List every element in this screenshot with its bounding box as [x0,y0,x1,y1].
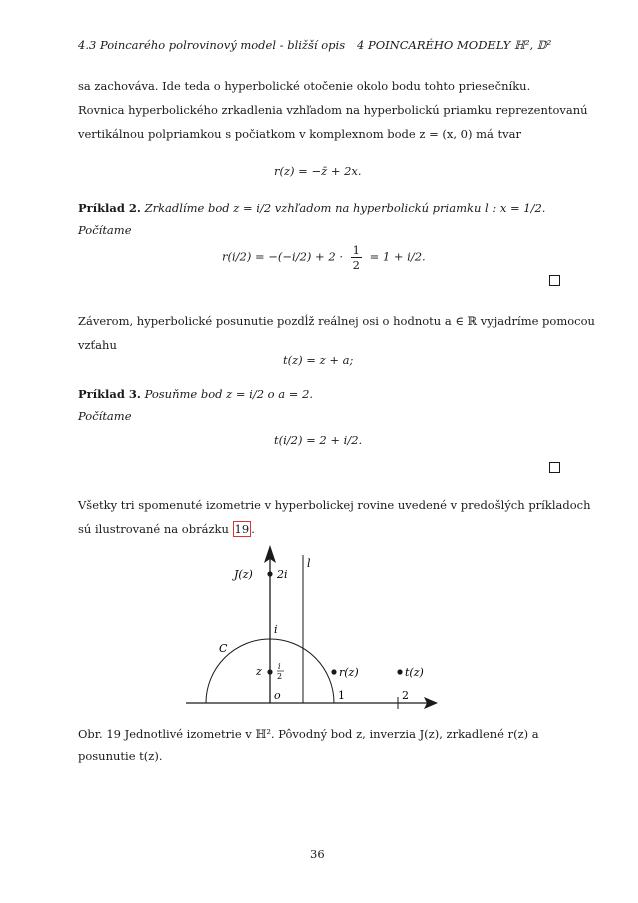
paragraph-2-line-1: Rovnica hyperbolického zrkadlenia vzhľadom na hyperbolickú priamku reprezentovanú [78,103,588,117]
label-i: i [274,623,278,636]
label-2i: 2i [277,568,288,581]
label-half-denominator: 2 [277,672,283,681]
point-tz [397,669,402,674]
fraction-numerator: 1 [352,243,360,257]
label-rz: r(z) [339,666,359,679]
example-3-text: Posuňme bod z = i/2 o a = 2. [144,387,314,401]
computation-label-2: Počítame [78,409,132,423]
paragraph-3-line-1: Záverom, hyperbolické posunutie pozdĺž reálnej osi o hodnotu a ∈ ℝ vyjadríme pomocou [78,314,595,328]
figure-caption-line-1: Obr. 19 Jednotlivé izometrie v ℍ². Pôvodný bod z, inverzia J(z), zrkadlené r(z) a [78,727,539,741]
label-1: 1 [338,689,345,702]
running-header-left: 4.3 Poincarého polrovinový model - bližší opis [78,38,346,52]
label-2: 2 [402,689,409,702]
label-Jz: J(z) [234,568,253,581]
label-origin: o [274,689,281,702]
computation-label-1: Počítame [78,223,132,237]
figure-caption-line-2: posunutie t(z). [78,749,163,763]
label-l: l [307,557,311,570]
fraction-denominator: 2 [352,258,360,272]
equation-2-lhs: r(i/2) = −(−i/2) + 2 · [222,249,343,264]
running-header-right: 4 POINCARÉHO MODELY ℍ², 𝔻² [357,38,552,52]
label-tz: t(z) [405,666,424,679]
paragraph-1: sa zachováva. Ide teda o hyperbolické otočenie okolo bodu tohto priesečníku. [78,79,531,93]
equation-translation: t(z) = z + a; [283,353,354,367]
label-half-numerator: i [278,662,281,671]
equation-2-rhs: = 1 + i/2. [369,249,426,264]
paragraph-4-text: sú ilustrované na obrázku [78,522,233,536]
page-number: 36 [310,847,325,861]
point-rz [331,669,336,674]
point-z [267,669,272,674]
paragraph-4-line-1: Všetky tri spomenuté izometrie v hyperbolickej rovine uvedené v predošlých príkladoch [78,498,591,512]
paragraph-2-line-2: vertikálnou polpriamkou s počiatkom v komplexnom bode z = (x, 0) má tvar [78,127,522,141]
example-2-text: Zrkadlíme bod z = i/2 vzhľadom na hyperbolickú priamku l : x = 1/2. [144,201,546,215]
equation-example-3: t(i/2) = 2 + i/2. [274,433,363,447]
label-C: C [219,642,228,655]
label-z: z [256,665,262,678]
point-Jz [267,571,272,576]
example-2-label: Príklad 2. [78,201,141,215]
paragraph-4-period: . [251,522,255,536]
equation-reflection: r(z) = −z̄ + 2x. [274,164,362,178]
paragraph-3-line-2: vzťahu [78,338,117,352]
figure-reference-link[interactable]: 19 [234,522,250,536]
example-3-label: Príklad 3. [78,387,141,401]
